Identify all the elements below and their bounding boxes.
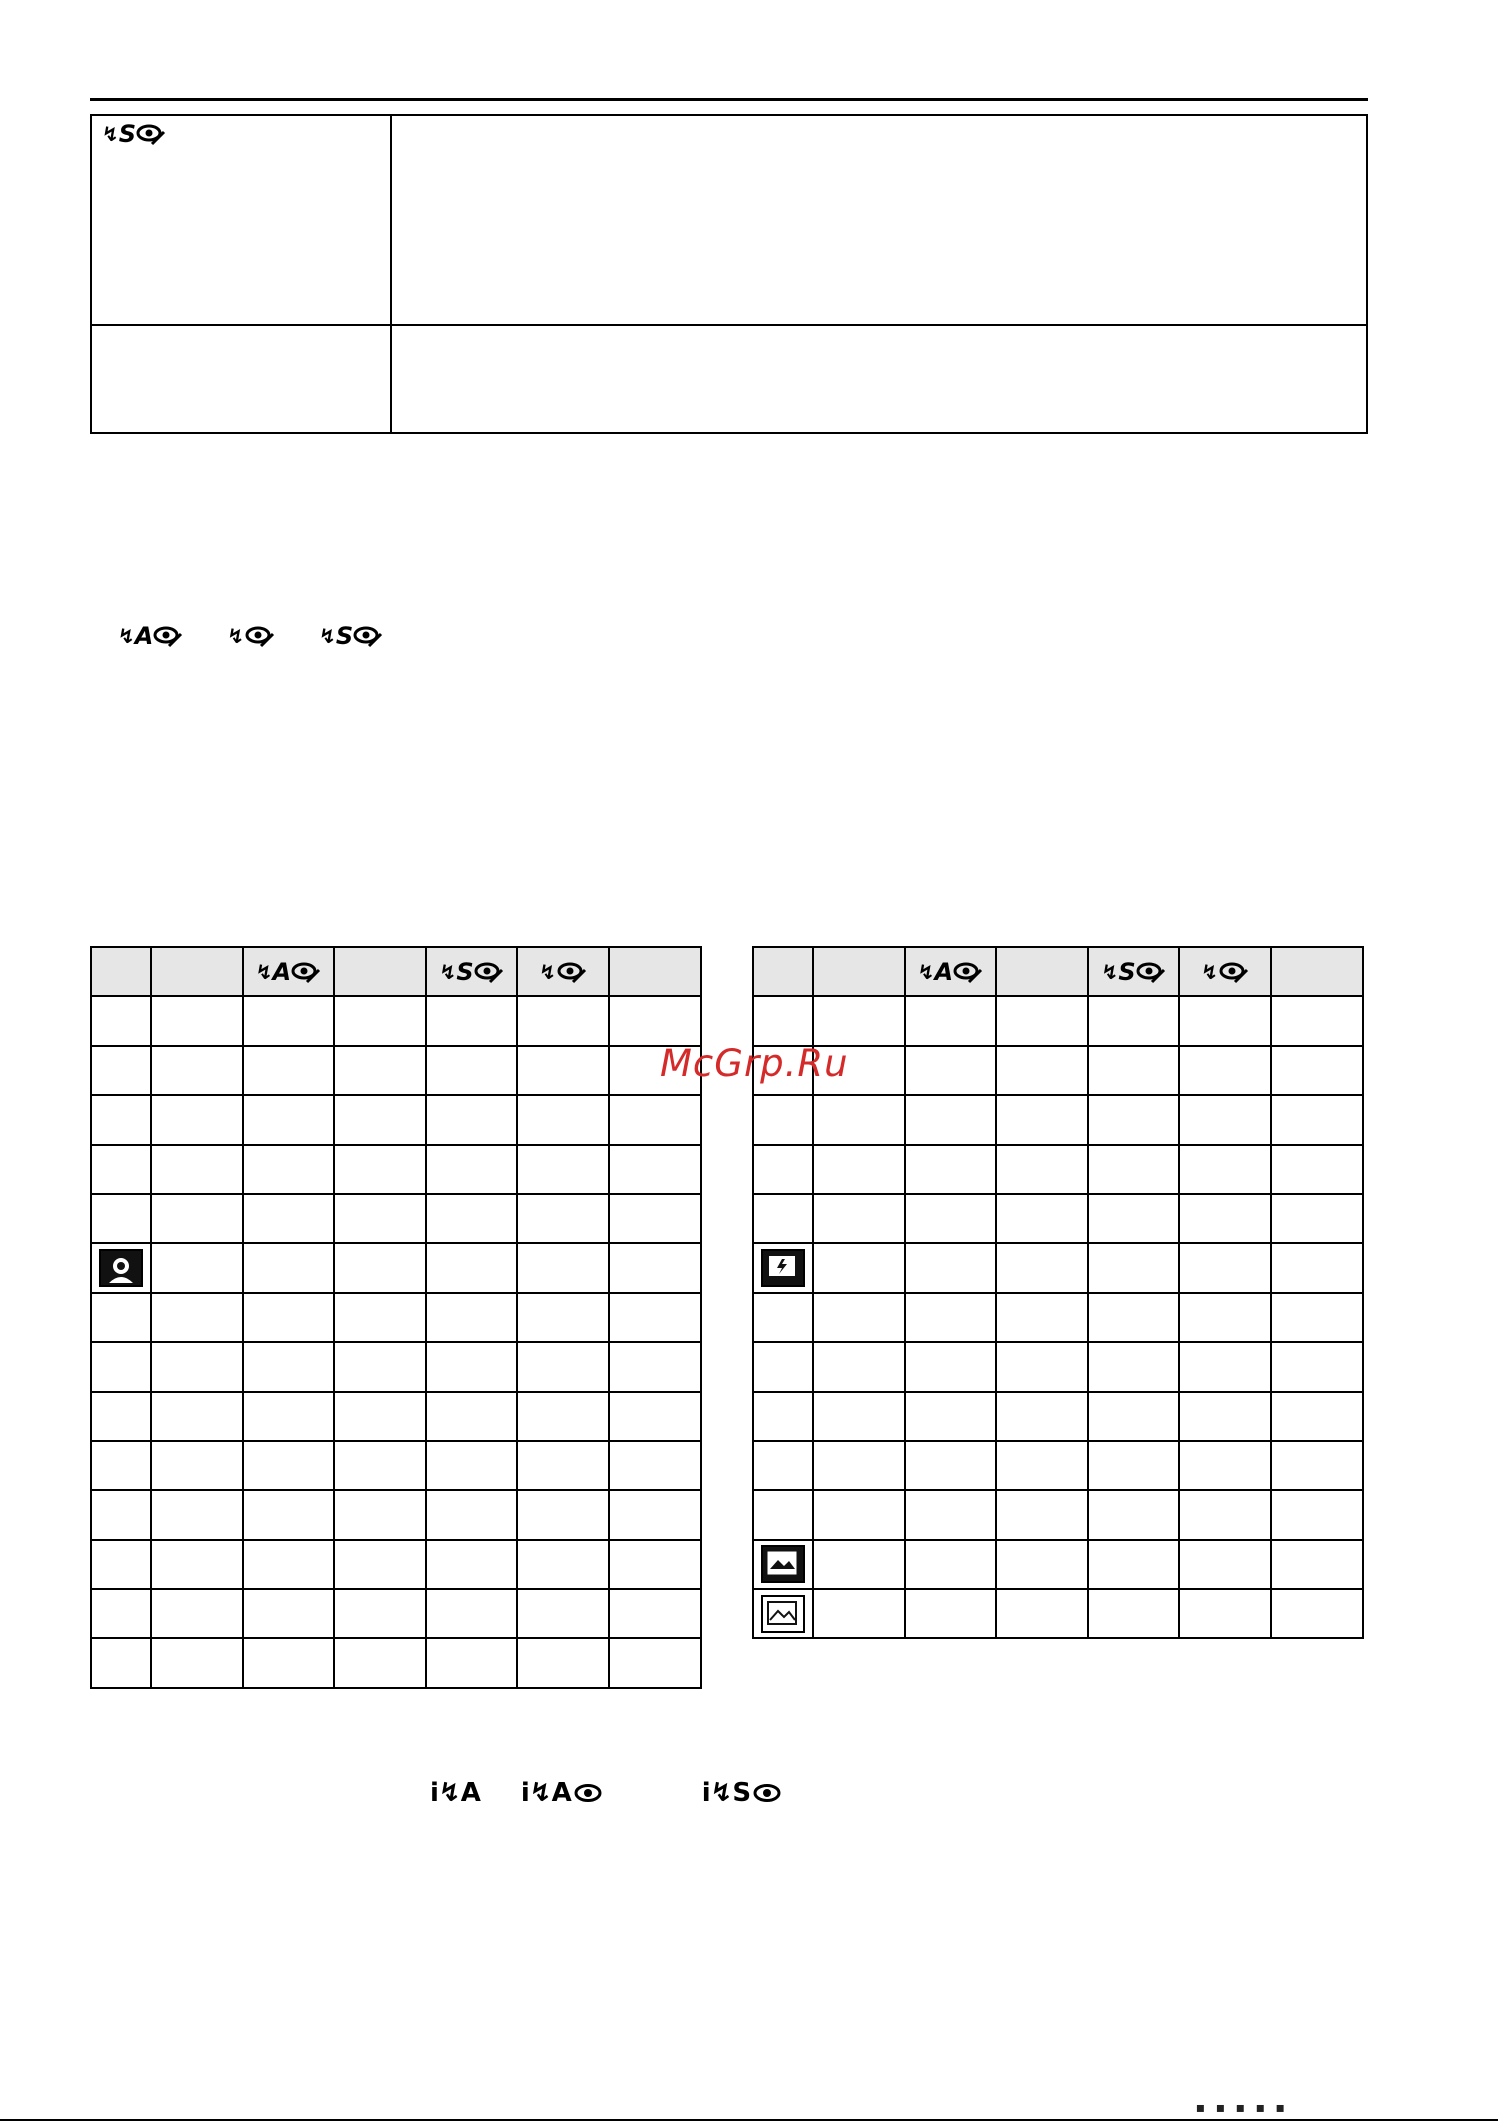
grid-row (753, 1243, 1363, 1292)
scene-cell (753, 1441, 813, 1490)
flash-setting-cell (1271, 1243, 1363, 1292)
scene-cell (91, 1243, 151, 1292)
flash-setting-cell (996, 1046, 1088, 1095)
flash-mode-table (90, 114, 1368, 434)
grid-row (91, 1540, 701, 1589)
flash-setting-cell (1088, 1342, 1180, 1391)
flash-setting-cell (151, 996, 243, 1045)
pinhole-scene-icon (761, 1545, 805, 1583)
flash-setting-cell (334, 1046, 426, 1095)
flash-setting-cell (1271, 1540, 1363, 1589)
flash-setting-cell (813, 1540, 905, 1589)
flash-setting-cell (813, 1392, 905, 1441)
flash-setting-cell (151, 1243, 243, 1292)
flash-setting-cell (813, 1243, 905, 1292)
flash-setting-cell (609, 1638, 701, 1687)
grid-header-cell (1088, 947, 1180, 996)
scene-cell (91, 1441, 151, 1490)
flash-setting-cell (609, 1145, 701, 1194)
flash-slow-sync-redeye-icon: ↯ S (319, 624, 383, 648)
flash-slow-sync-redeye-icon: ↯ S (1102, 960, 1166, 984)
flash-setting-cell (426, 1243, 518, 1292)
flash-setting-cell (996, 1490, 1088, 1539)
flash-setting-cell (243, 996, 335, 1045)
flash-setting-cell (609, 1293, 701, 1342)
scene-cell (753, 1490, 813, 1539)
grid-row (753, 1589, 1363, 1638)
grid-row (91, 1490, 701, 1539)
flash-setting-cell (517, 1243, 609, 1292)
flash-setting-cell (609, 1243, 701, 1292)
flash-setting-cell (1088, 1243, 1180, 1292)
flash-setting-cell (243, 1589, 335, 1638)
flash-setting-cell (334, 996, 426, 1045)
flash-setting-cell (905, 1441, 997, 1490)
flash-setting-cell (1271, 1342, 1363, 1391)
grid-row (91, 1441, 701, 1490)
flash-setting-cell (426, 1392, 518, 1441)
grid-row (91, 1046, 701, 1095)
grid-row (91, 1095, 701, 1144)
grid-row (753, 1441, 1363, 1490)
scene-cell (91, 1046, 151, 1095)
flash-setting-cell (996, 996, 1088, 1045)
flash-setting-cell (1271, 1095, 1363, 1144)
flash-setting-cell (334, 1441, 426, 1490)
flash-setting-cell (1179, 1145, 1271, 1194)
flash-setting-cell (1271, 1589, 1363, 1638)
scene-cell (91, 1342, 151, 1391)
flash-setting-cell (609, 1441, 701, 1490)
flash-setting-cell (243, 1490, 335, 1539)
scene-cell (753, 996, 813, 1045)
flash-setting-cell (905, 1145, 997, 1194)
grid-header-cell (243, 947, 335, 996)
scene-cell (91, 1194, 151, 1243)
grid-row (753, 1490, 1363, 1539)
flash-setting-cell (813, 1145, 905, 1194)
grid-row (91, 996, 701, 1045)
flash-setting-cell (243, 1243, 335, 1292)
flash-setting-cell (813, 1342, 905, 1391)
grid-header-cell (1271, 947, 1363, 996)
flash-setting-cell (813, 996, 905, 1045)
scene-cell (753, 1243, 813, 1292)
flash-setting-cell (905, 1490, 997, 1539)
flash-setting-cell (1179, 1194, 1271, 1243)
flash-setting-cell (334, 1490, 426, 1539)
flash-setting-cell (609, 1589, 701, 1638)
flash-setting-cell (996, 1095, 1088, 1144)
footer-rule (0, 2119, 1498, 2121)
flash-auto-redeye-icon: ↯ A (256, 960, 321, 984)
flash-setting-cell (426, 1095, 518, 1144)
mode-row-off (91, 325, 1367, 433)
flash-setting-cell (517, 1441, 609, 1490)
flash-setting-cell (517, 1638, 609, 1687)
flash-setting-cell (426, 1490, 518, 1539)
flash-setting-cell (1271, 1490, 1363, 1539)
flash-forced-on-redeye-icon: ↯ (539, 960, 587, 984)
flash-setting-cell (1088, 996, 1180, 1045)
flash-setting-cell (243, 1441, 335, 1490)
grid-header-cell (609, 947, 701, 996)
scene-cell (91, 996, 151, 1045)
flash-setting-cell (426, 1441, 518, 1490)
scene-cell (91, 1540, 151, 1589)
flash-setting-cell (1088, 1392, 1180, 1441)
flash-auto-redeye-icon: ↯ A (118, 624, 183, 648)
flash-setting-cell (151, 1589, 243, 1638)
flash-setting-cell (905, 1095, 997, 1144)
flash-setting-cell (517, 1490, 609, 1539)
grid-row (753, 1342, 1363, 1391)
flash-setting-cell (426, 1293, 518, 1342)
scene-cell (91, 1095, 151, 1144)
flash-setting-cell (243, 1293, 335, 1342)
flash-setting-cell (1271, 1145, 1363, 1194)
flash-setting-cell (426, 1638, 518, 1687)
grid-header-cell (753, 947, 813, 996)
flash-setting-cell (905, 1392, 997, 1441)
scene-cell (753, 1095, 813, 1144)
flash-forced-on-redeye-icon: ↯ (227, 624, 275, 648)
flash-setting-cell (1088, 1589, 1180, 1638)
scene-cell (91, 1293, 151, 1342)
flash-setting-cell (517, 1392, 609, 1441)
flash-setting-cell (1271, 1293, 1363, 1342)
grid-row (91, 1392, 701, 1441)
flash-setting-cell (1088, 1194, 1180, 1243)
grid-row (91, 1194, 701, 1243)
flash-setting-cell (996, 1243, 1088, 1292)
grid-row (753, 1392, 1363, 1441)
flash-setting-cell (151, 1095, 243, 1144)
portrait-scene-icon (99, 1249, 143, 1287)
flash-setting-cell (1088, 1095, 1180, 1144)
watermark: McGrp.Ru (660, 1042, 849, 1085)
flash-glyph-list (118, 624, 427, 648)
grid-header-row (753, 947, 1363, 996)
footer-marks: ▪ ▪ ▪ ▪ ▪ (1195, 2100, 1288, 2116)
flash-setting-cell (1179, 1490, 1271, 1539)
flash-slow-sync-redeye-icon: ↯ S (440, 960, 504, 984)
film-grain-scene-icon (761, 1595, 805, 1633)
flash-setting-cell (1179, 1243, 1271, 1292)
flash-setting-cell (905, 1243, 997, 1292)
flash-slow-sync-redeye-icon: ↯ S (102, 122, 166, 146)
flash-setting-cell (1088, 1046, 1180, 1095)
flash-setting-cell (996, 1441, 1088, 1490)
scene-cell (753, 1145, 813, 1194)
flash-setting-cell (334, 1095, 426, 1144)
grid-header-cell (334, 947, 426, 996)
scene-cell (91, 1589, 151, 1638)
mode-icon-cell (91, 115, 391, 325)
flash-setting-cell (905, 1194, 997, 1243)
scene-cell (753, 1392, 813, 1441)
flash-setting-cell (334, 1392, 426, 1441)
flash-setting-cell (151, 1145, 243, 1194)
mode-description-cell (391, 325, 1367, 433)
flash-setting-cell (1271, 1194, 1363, 1243)
flash-setting-cell (426, 1540, 518, 1589)
grid-row (753, 1194, 1363, 1243)
grid-row (753, 1145, 1363, 1194)
flash-setting-cell (517, 1145, 609, 1194)
mode-row-slow-sync (91, 115, 1367, 325)
flash-setting-cell (334, 1145, 426, 1194)
flash-setting-cell (609, 996, 701, 1045)
flash-setting-cell (334, 1194, 426, 1243)
intelligent-auto-glyph-list (430, 1780, 781, 1806)
flash-setting-cell (905, 1540, 997, 1589)
flash-setting-cell (151, 1392, 243, 1441)
scene-cell (753, 1589, 813, 1638)
flash-setting-cell (996, 1293, 1088, 1342)
flash-setting-cell (609, 1194, 701, 1243)
flash-setting-cell (426, 1046, 518, 1095)
flash-setting-cell (151, 1342, 243, 1391)
flash-setting-cell (517, 1540, 609, 1589)
grid-header-cell (151, 947, 243, 996)
scene-flash-grid-left (90, 946, 702, 1689)
flash-setting-cell (1088, 1441, 1180, 1490)
flash-setting-cell (609, 1095, 701, 1144)
scene-cell (753, 1342, 813, 1391)
flash-setting-cell (151, 1293, 243, 1342)
flash-setting-cell (334, 1638, 426, 1687)
flash-setting-cell (517, 1589, 609, 1638)
flash-setting-cell (996, 1342, 1088, 1391)
scene-cell (91, 1490, 151, 1539)
flash-setting-cell (609, 1540, 701, 1589)
grid-row (753, 1293, 1363, 1342)
grid-row (91, 1638, 701, 1687)
flash-setting-cell (813, 1194, 905, 1243)
flash-setting-cell (334, 1293, 426, 1342)
flash-setting-cell (609, 1490, 701, 1539)
flash-setting-cell (1088, 1293, 1180, 1342)
ia-flash-slow-sync-redeye-icon: i ↯ S (702, 1780, 781, 1806)
flash-setting-cell (1179, 1342, 1271, 1391)
scene-cell (753, 1194, 813, 1243)
flash-setting-cell (1179, 1540, 1271, 1589)
flash-setting-cell (243, 1095, 335, 1144)
grid-row (753, 1095, 1363, 1144)
flash-setting-cell (517, 1095, 609, 1144)
flash-setting-cell (151, 1194, 243, 1243)
flash-setting-cell (243, 1540, 335, 1589)
flash-setting-cell (1179, 1046, 1271, 1095)
flash-setting-cell (243, 1145, 335, 1194)
flash-setting-cell (905, 996, 997, 1045)
flash-setting-cell (996, 1392, 1088, 1441)
flash-setting-cell (996, 1145, 1088, 1194)
flash-setting-cell (905, 1342, 997, 1391)
flash-setting-cell (813, 1095, 905, 1144)
grid-row (91, 1589, 701, 1638)
grid-row (91, 1293, 701, 1342)
flash-setting-cell (426, 1145, 518, 1194)
grid-row (91, 1243, 701, 1292)
flash-setting-cell (151, 1441, 243, 1490)
flash-setting-cell (151, 1490, 243, 1539)
flash-setting-cell (426, 1194, 518, 1243)
grid-row (91, 1342, 701, 1391)
flash-setting-cell (426, 1342, 518, 1391)
flash-setting-cell (517, 1194, 609, 1243)
flash-setting-cell (813, 1293, 905, 1342)
flash-setting-cell (243, 1342, 335, 1391)
flash-setting-cell (426, 996, 518, 1045)
flash-setting-cell (1271, 1046, 1363, 1095)
grid-row (753, 1540, 1363, 1589)
flash-setting-cell (905, 1293, 997, 1342)
flash-setting-cell (517, 1046, 609, 1095)
flash-setting-cell (609, 1392, 701, 1441)
scene-cell (91, 1145, 151, 1194)
flash-setting-cell (1088, 1490, 1180, 1539)
flash-burst-scene-icon (761, 1249, 805, 1287)
flash-setting-cell (151, 1638, 243, 1687)
flash-setting-cell (813, 1490, 905, 1539)
flash-setting-cell (243, 1638, 335, 1687)
flash-setting-cell (1088, 1145, 1180, 1194)
flash-setting-cell (334, 1342, 426, 1391)
flash-setting-cell (1271, 1392, 1363, 1441)
flash-setting-cell (243, 1194, 335, 1243)
flash-setting-cell (1179, 1095, 1271, 1144)
header-rule (90, 98, 1368, 101)
flash-setting-cell (996, 1194, 1088, 1243)
scene-cell (753, 1293, 813, 1342)
flash-setting-cell (517, 996, 609, 1045)
grid-header-cell (996, 947, 1088, 996)
flash-setting-cell (517, 1342, 609, 1391)
flash-setting-cell (151, 1540, 243, 1589)
flash-setting-cell (1179, 1392, 1271, 1441)
flash-setting-cell (1271, 996, 1363, 1045)
grid-header-cell (905, 947, 997, 996)
flash-setting-cell (517, 1293, 609, 1342)
flash-setting-cell (813, 1441, 905, 1490)
flash-auto-redeye-icon: ↯ A (918, 960, 983, 984)
flash-setting-cell (243, 1392, 335, 1441)
scene-cell (753, 1540, 813, 1589)
grid-header-cell (91, 947, 151, 996)
grid-header-row (91, 947, 701, 996)
grid-header-cell (1179, 947, 1271, 996)
scene-cell (91, 1638, 151, 1687)
flash-setting-cell (905, 1046, 997, 1095)
flash-setting-cell (1088, 1540, 1180, 1589)
flash-setting-cell (996, 1540, 1088, 1589)
flash-setting-cell (1179, 1441, 1271, 1490)
grid-header-cell (517, 947, 609, 996)
flash-setting-cell (813, 1589, 905, 1638)
flash-setting-cell (243, 1046, 335, 1095)
flash-setting-cell (334, 1243, 426, 1292)
mode-description-cell (391, 115, 1367, 325)
flash-setting-cell (334, 1540, 426, 1589)
flash-setting-cell (1179, 1293, 1271, 1342)
flash-forced-on-redeye-icon: ↯ (1201, 960, 1249, 984)
ia-flash-auto-icon: i ↯ A (430, 1778, 481, 1808)
grid-row (753, 996, 1363, 1045)
mode-icon-cell (91, 325, 391, 433)
scene-cell (91, 1392, 151, 1441)
flash-setting-cell (151, 1046, 243, 1095)
flash-setting-cell (1179, 1589, 1271, 1638)
flash-setting-cell (996, 1589, 1088, 1638)
flash-setting-cell (334, 1589, 426, 1638)
grid-header-cell (426, 947, 518, 996)
flash-setting-cell (1271, 1441, 1363, 1490)
grid-row (91, 1145, 701, 1194)
flash-setting-cell (426, 1589, 518, 1638)
ia-flash-auto-redeye-icon: i ↯ A (521, 1780, 602, 1806)
grid-header-cell (813, 947, 905, 996)
flash-setting-cell (905, 1589, 997, 1638)
flash-setting-cell (1179, 996, 1271, 1045)
flash-setting-cell (609, 1342, 701, 1391)
